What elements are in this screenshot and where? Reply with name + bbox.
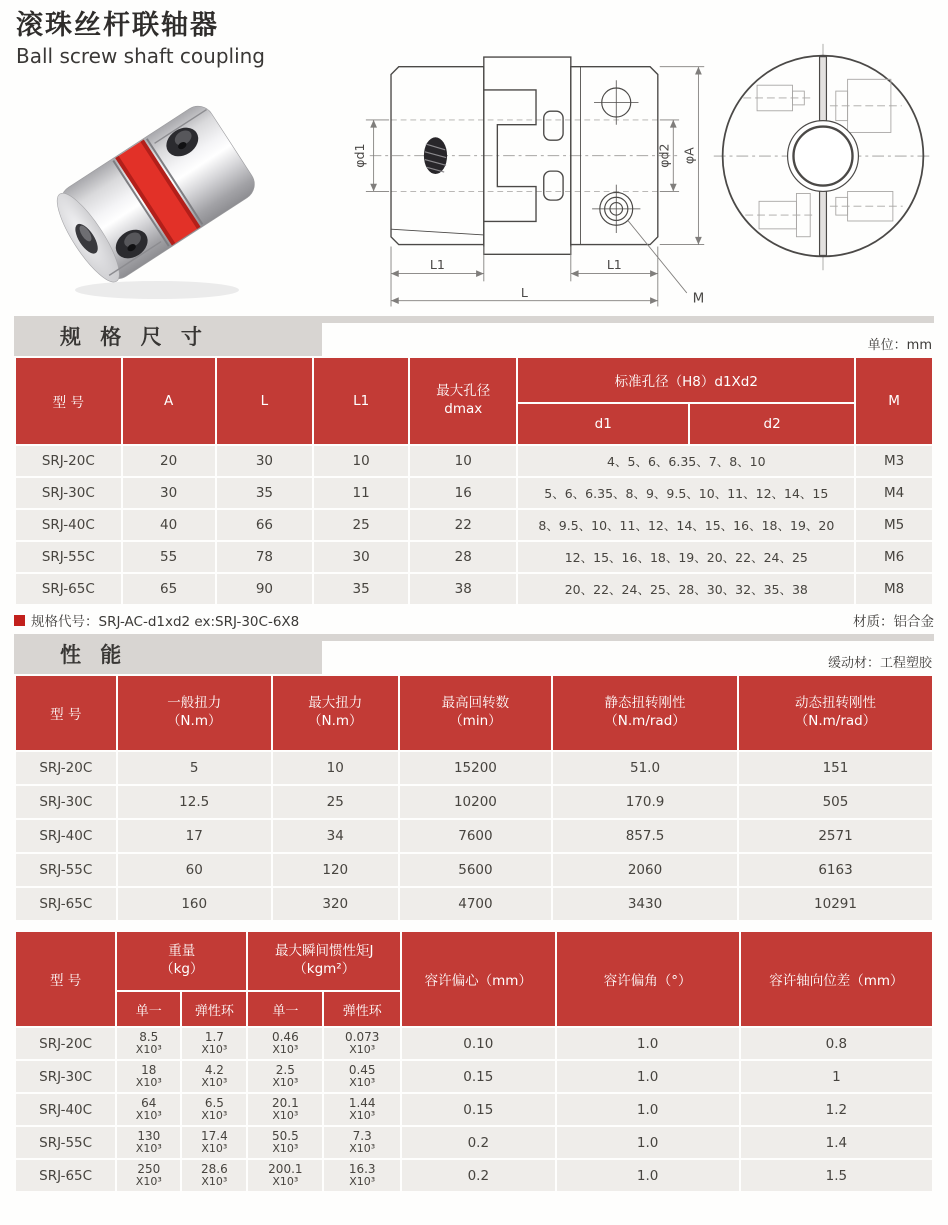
cell: 25 [273,786,398,818]
model-cell: SRJ-55C [16,854,116,886]
performance-section-bar [14,634,934,674]
front-view-svg [700,36,946,282]
cell: 78 [217,542,313,572]
cell: 30 [217,446,313,476]
cell: 65 [123,574,215,604]
col-angle: 容许偏角（°） [557,932,739,1026]
red-square-marker [14,615,25,626]
cell: 6163 [739,854,932,886]
col-inertia-group: 最大瞬间惯性矩J （kgm²） [248,932,400,990]
cell: 34 [273,820,398,852]
cell: 7600 [400,820,551,852]
table-row [16,854,932,886]
cell: 28.6 X10³ [182,1160,246,1191]
cell: 1.7 X10³ [182,1028,246,1059]
cell: 30 [123,478,215,508]
product-photo [42,88,272,308]
col-d1: d1 [518,404,688,444]
table-row [16,510,932,540]
bores-cell: 12、15、16、18、19、20、22、24、25 [518,542,854,572]
cell: 0.15 [402,1061,554,1092]
col-L: L [217,358,313,444]
cell: 66 [217,510,313,540]
cell: 50.5 X10³ [248,1127,322,1158]
cell: 38 [410,574,516,604]
cell: 3430 [553,888,737,920]
cell: 0.10 [402,1028,554,1059]
cell: 1.0 [557,1160,739,1191]
cell: 0.45 X10³ [324,1061,400,1092]
cell: 5 [118,752,271,784]
cell: 7.3 X10³ [324,1127,400,1158]
table-row [16,1028,932,1059]
col-elastic-inertia: 弹性环 [324,992,400,1026]
model-cell: SRJ-55C [16,542,121,572]
col-dynamic-stiffness: 动态扭转刚性 （N.m/rad） [739,676,932,750]
model-cell: SRJ-30C [16,786,116,818]
spec-section-title: 规 格 尺 寸 [14,316,322,356]
model-cell: SRJ-65C [16,1160,115,1191]
cell: 8.5 X10³ [117,1028,180,1059]
col-bore-group: 标准孔径（H8）d1Xd2 [518,358,854,402]
bores-cell: 4、5、6、6.35、7、8、10 [518,446,854,476]
cell: M8 [856,574,932,604]
cell: 130 X10³ [117,1127,180,1158]
table-row [16,786,932,818]
col-max-torque: 最大扭力 （N.m） [273,676,398,750]
table-row [16,1127,932,1158]
cell: 0.2 [402,1160,554,1191]
cell: 0.073 X10³ [324,1028,400,1059]
cell: 25 [314,510,408,540]
top-figures-area [0,0,948,316]
cell: 22 [410,510,516,540]
spec-footer [14,606,934,634]
cell: 10291 [739,888,932,920]
cell: 1.4 [741,1127,932,1158]
table-row [16,820,932,852]
spec-code-note: 规格代号：SRJ-AC-d1xd2 ex:SRJ-30C-6X8 [31,614,300,630]
performance-section-title: 性 能 [14,634,322,674]
title-block [16,10,265,68]
cell: 51.0 [553,752,737,784]
cell: 18 X10³ [117,1061,180,1092]
table-row [16,1094,932,1125]
dim-label-m: M [692,290,705,307]
page-title: 滚珠丝杆联轴器 [16,10,219,41]
side-view-svg [322,30,722,320]
cell: 4700 [400,888,551,920]
buffer-material-note: 缓动材：工程塑胶 [827,656,932,671]
cell: 2.5 X10³ [248,1061,322,1092]
col-normal-torque: 一般扭力 （N.m） [118,676,271,750]
cell: 0.46 X10³ [248,1028,322,1059]
front-view-drawing [700,36,946,282]
cell: 1 [741,1061,932,1092]
cell: 12.5 [118,786,271,818]
cell: 5600 [400,854,551,886]
dim-label-A: φA [681,147,697,165]
cell: 1.2 [741,1094,932,1125]
cell: 200.1 X10³ [248,1160,322,1191]
spec-section-bar [14,316,934,356]
col-model: 型 号 [16,676,116,750]
cell: 1.44 X10³ [324,1094,400,1125]
material-note: 材质：铝合金 [853,614,934,630]
cell: 2060 [553,854,737,886]
cell: 35 [314,574,408,604]
table-row [16,752,932,784]
cell: 0.2 [402,1127,554,1158]
col-elastic-weight: 弹性环 [182,992,246,1026]
table-row [16,888,932,920]
cell: 20.1 X10³ [248,1094,322,1125]
dim-label-d1: φd1 [351,143,367,168]
model-cell: SRJ-30C [16,1061,115,1092]
col-max-rpm: 最高回转数 （min） [400,676,551,750]
col-d2: d2 [690,404,854,444]
model-cell: SRJ-65C [16,574,121,604]
cell: 250 X10³ [117,1160,180,1191]
performance-section [14,634,934,922]
tolerance-table [14,930,934,1193]
model-cell: SRJ-40C [16,510,121,540]
model-cell: SRJ-30C [16,478,121,508]
cell: 40 [123,510,215,540]
spec-section [14,316,934,634]
cell: 55 [123,542,215,572]
cell: 90 [217,574,313,604]
bores-cell: 5、6、6.35、8、9、9.5、10、11、12、14、15 [518,478,854,508]
cell: 4.2 X10³ [182,1061,246,1092]
col-dmax: 最大孔径 dmax [410,358,516,444]
cell: 30 [314,542,408,572]
cell: 1.0 [557,1061,739,1092]
cell: 15200 [400,752,551,784]
cell: 2571 [739,820,932,852]
cell: 6.5 X10³ [182,1094,246,1125]
cell: 17 [118,820,271,852]
performance-table [14,674,934,922]
cell: 160 [118,888,271,920]
table-row [16,446,932,476]
model-cell: SRJ-20C [16,1028,115,1059]
cell: 10 [410,446,516,476]
cell: 60 [118,854,271,886]
cell: 35 [217,478,313,508]
bores-cell: 8、9.5、10、11、12、14、15、16、18、19、20 [518,510,854,540]
cell: M4 [856,478,932,508]
cell: 16 [410,478,516,508]
dim-label-l1-left: L1 [429,256,445,272]
cell: 1.5 [741,1160,932,1191]
col-eccentricity: 容许偏心（mm） [402,932,554,1026]
col-M: M [856,358,932,444]
cell: 151 [739,752,932,784]
col-static-stiffness: 静态扭转刚性 （N.m/rad） [553,676,737,750]
cell: 320 [273,888,398,920]
cell: 120 [273,854,398,886]
col-model: 型 号 [16,358,121,444]
cell: 10200 [400,786,551,818]
page-subtitle: Ball screw shaft coupling [16,44,265,69]
cell: 17.4 X10³ [182,1127,246,1158]
tolerance-section [14,930,934,1193]
dim-label-d2: φd2 [656,143,672,168]
bores-cell: 20、22、24、25、28、30、32、35、38 [518,574,854,604]
col-weight-group: 重量 （kg） [117,932,246,990]
cell: 857.5 [553,820,737,852]
dim-label-l: L [520,284,528,300]
table-row [16,1160,932,1191]
col-A: A [123,358,215,444]
cell: 0.8 [741,1028,932,1059]
cell: 505 [739,786,932,818]
cell: 1.0 [557,1094,739,1125]
dim-label-l1-right: L1 [606,256,622,272]
cell: 1.0 [557,1127,739,1158]
cell: 11 [314,478,408,508]
cell: 64 X10³ [117,1094,180,1125]
cell: M6 [856,542,932,572]
table-row [16,478,932,508]
cell: 28 [410,542,516,572]
model-cell: SRJ-20C [16,446,121,476]
model-cell: SRJ-65C [16,888,116,920]
model-cell: SRJ-55C [16,1127,115,1158]
unit-note: 单位：mm [867,338,932,353]
side-view-drawing [322,30,722,320]
col-single-inertia: 单一 [248,992,322,1026]
table-row [16,574,932,604]
model-cell: SRJ-40C [16,1094,115,1125]
model-cell: SRJ-40C [16,820,116,852]
table-row [16,1061,932,1092]
set-screw [424,137,447,174]
col-model: 型 号 [16,932,115,1026]
spec-table [14,356,934,606]
cell: 10 [273,752,398,784]
model-cell: SRJ-20C [16,752,116,784]
cell: 0.15 [402,1094,554,1125]
col-single-weight: 单一 [117,992,180,1026]
cell: 10 [314,446,408,476]
col-L1: L1 [314,358,408,444]
cell: 170.9 [553,786,737,818]
cell: 20 [123,446,215,476]
col-axial: 容许轴向位差（mm） [741,932,932,1026]
cell: 1.0 [557,1028,739,1059]
table-row [16,542,932,572]
cell: 16.3 X10³ [324,1160,400,1191]
cell: M5 [856,510,932,540]
cell: M3 [856,446,932,476]
coupling-photo-illustration [42,88,272,308]
